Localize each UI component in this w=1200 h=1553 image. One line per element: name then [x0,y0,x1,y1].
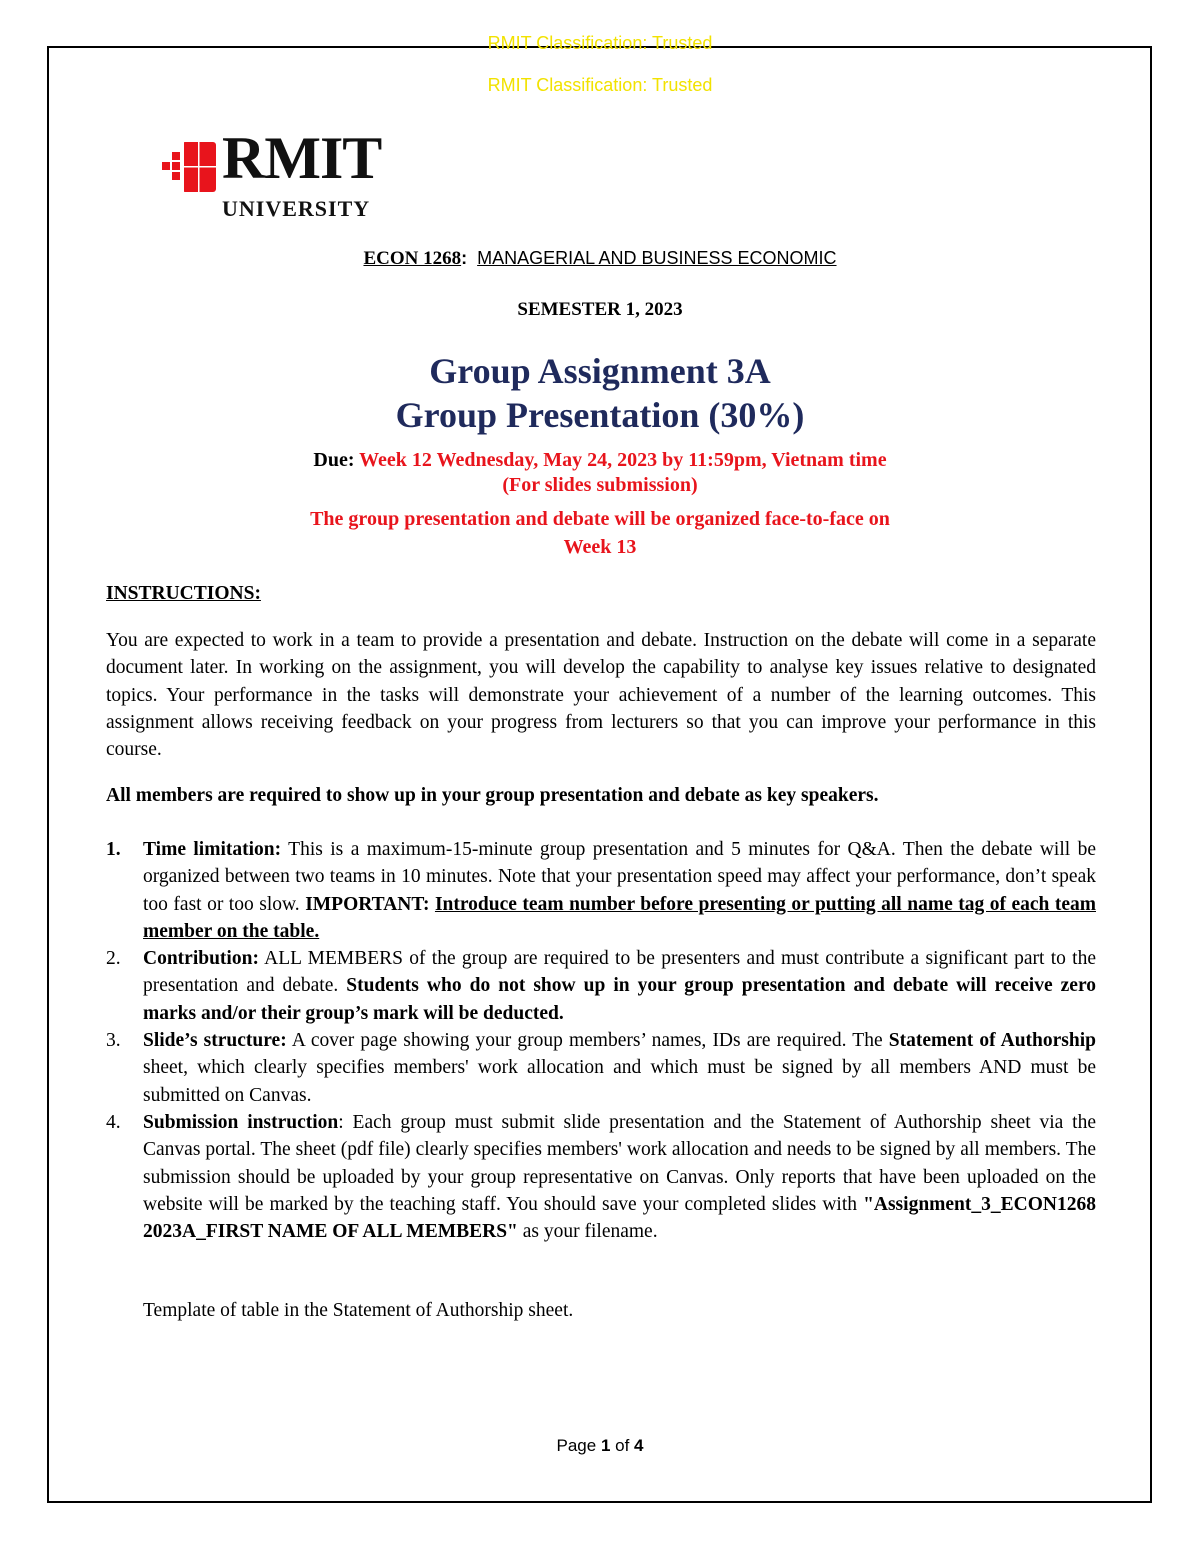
instructions-paragraph: You are expected to work in a team to provide a presentation and debate. Instruction on the debate will come in a separate document later. In working on the assignment, you will develop the capability to analyse key issues relative to designated topics. Your performance in the tasks will demonstrate your achievement of a number of the learning outcomes. This assignment allows receiving feedback on your progress from lecturers so that you can improve your performance in this course. [106,630,1096,761]
course-heading [0,248,1200,270]
due-value: Week 12 Wednesday, May 24, 2023 by 11:59pm, Vietnam time [359,449,887,471]
item-bold-text: Statement of Authorship [888,1030,1096,1052]
due-date [0,447,1200,473]
due-label: Due: [313,449,355,471]
template-caption: Template of table in the Statement of Authorship sheet. [143,1300,574,1321]
list-number: 3. [106,1030,121,1052]
rmit-logo [162,125,402,226]
course-separator: : [461,248,468,268]
logo-subtitle: UNIVERSITY [222,196,371,221]
item-bold-text: Students who do not show up in your group presentation and debate will receive zero marks and/or their group’s mark will be deducted. [143,975,1096,1024]
due-note: (For slides submission) [502,474,698,496]
item-label: Slide’s structure: [143,1030,287,1052]
semester: SEMESTER 1, 2023 [517,299,683,320]
item-underlined-text: Introduce team number before presenting or putting all name tag of each team member on the table. [143,893,1096,942]
item-text: This is a maximum-15-minute group presentation and 5 minutes for Q&A. Then the debate will be organized between two teams in 10 minutes. Note that your presentation speed may affect your performance, don’t speak too fast or too slow. [143,839,1096,915]
item-text: ALL MEMBERS of the group are required to be presenters and must contribute a significant part to the presentation and debate. [143,948,1096,997]
rmit-pixel-mark-icon [162,142,216,192]
page-footer [0,1436,1200,1456]
list-item [106,836,1096,945]
item-label: Contribution: [143,948,259,970]
list-item [106,1109,1096,1245]
page-of-label: of [610,1436,635,1455]
all-members-notice: All members are required to show up in your group presentation and debate as key speakers. [106,785,879,806]
item-text: A cover page showing your group members’ names, IDs are required. The [286,1030,889,1052]
item-bold-text: "Assignment_3_ECON1268 2023A_FIRST NAME OF ALL MEMBERS" [143,1193,1096,1243]
logo-wordmark: RMIT [222,125,382,191]
item-label: Time limitation: [143,839,282,860]
classification-label: RMIT Classification: Trusted [487,33,713,53]
presentation-notice [0,505,1200,561]
document-title: Group Assignment 3A [429,351,771,391]
item-colon: : [422,893,435,915]
instruction-list [106,836,1096,1245]
item-text: as your filename. [517,1221,658,1243]
instructions-heading: INSTRUCTIONS: [106,583,261,604]
list-number: 4. [106,1111,121,1133]
presentation-notice-line: The group presentation and debate will be organized face-to-face on [310,508,890,530]
presentation-notice-line: Week 13 [563,536,637,558]
list-item [106,945,1096,1027]
list-number: 1. [106,839,121,860]
course-name: MANAGERIAL AND BUSINESS ECONOMIC [477,248,837,268]
list-number: 2. [106,948,121,970]
item-label: Submission instruction [143,1111,339,1133]
page-total: 4 [634,1436,644,1455]
list-item [106,1027,1096,1109]
important-label: IMPORTANT [305,893,423,915]
course-code: ECON 1268 [363,248,462,269]
document-subtitle: Group Presentation (30%) [395,395,805,435]
item-text: : Each group must submit slide presentation and the Statement of Authorship sheet via the Canvas portal. The sheet (pdf file) clearly specifies members' work allocation and needs to be signed by all members. The submission should be uploaded by your group representative on Canvas. Only reports that have been uploaded on the website will be marked by the teaching staff. You should save your completed slides with [143,1111,1096,1215]
classification-label: RMIT Classification: Trusted [487,75,713,95]
page-label: Page [556,1436,601,1455]
item-text: sheet, which clearly specifies members' work allocation and which must be signed by all members AND must be submitted on Canvas. [143,1057,1096,1106]
page-number: 1 [600,1436,611,1455]
